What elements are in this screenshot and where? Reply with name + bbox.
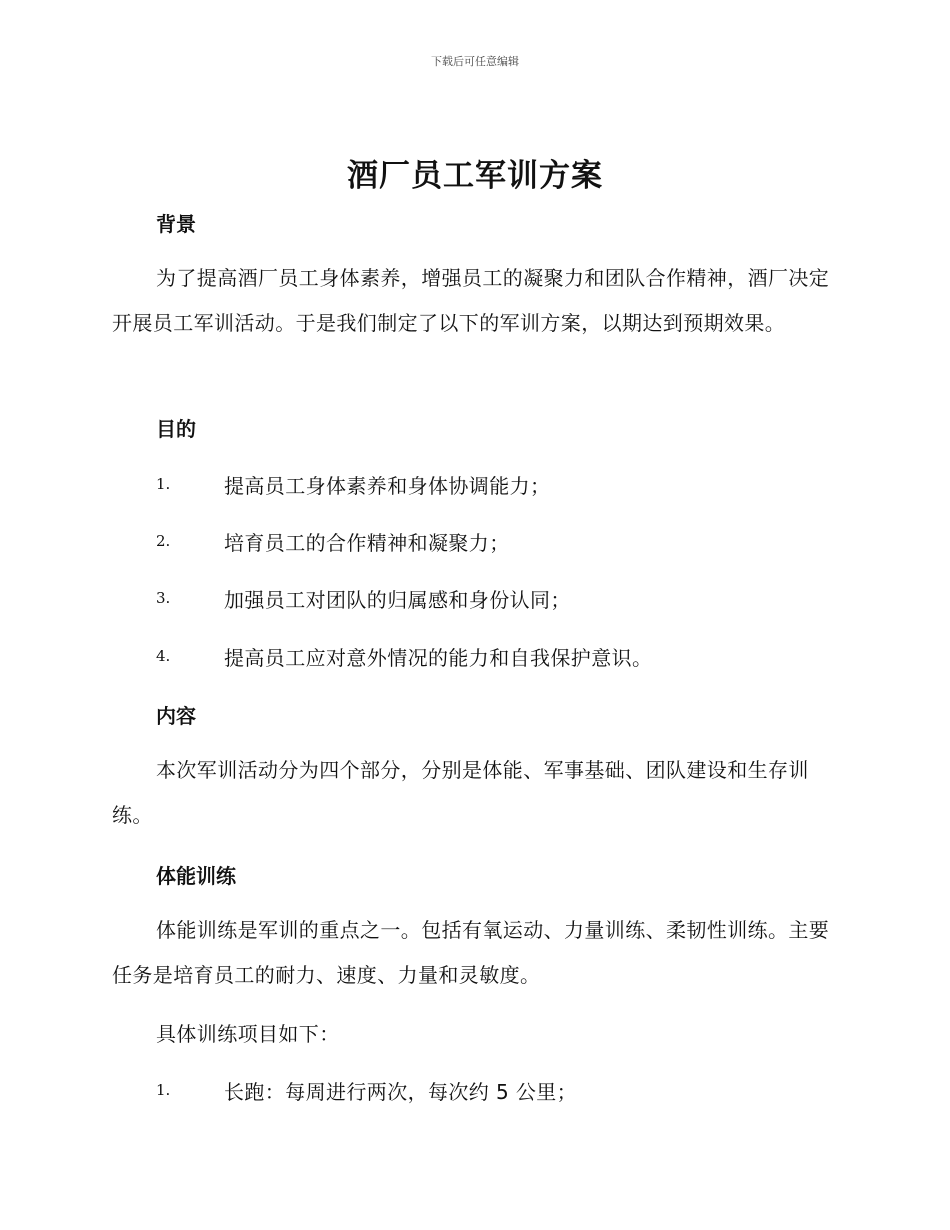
list-number: 4.	[156, 647, 171, 665]
section-heading-content: 内容	[156, 704, 196, 728]
section-heading-background: 背景	[156, 212, 196, 236]
fitness-list-item	[156, 1075, 577, 1105]
fitness-intro: 具体训练项目如下：	[156, 1022, 340, 1046]
list-number: 1.	[156, 1081, 171, 1099]
list-text: 长跑：每周进行两次，每次约 5 公里；	[224, 1079, 578, 1104]
document-title: 酒厂员工军训方案	[347, 158, 603, 194]
list-text: 提高员工应对意外情况的能力和自我保护意识。	[224, 645, 653, 670]
list-number: 3.	[156, 589, 171, 607]
purpose-list-item	[156, 469, 550, 499]
list-text: 提高员工身体素养和身体协调能力；	[224, 473, 551, 498]
list-number: 1.	[156, 475, 171, 493]
list-text: 加强员工对团队的归属感和身份认同；	[224, 587, 571, 612]
purpose-list-item	[156, 526, 510, 556]
content-paragraph: 本次军训活动分为四个部分，分别是体能、军事基础、团队建设和生存训练。	[112, 758, 809, 827]
purpose-list-item	[156, 641, 652, 671]
page-header-note: 下载后可任意编辑	[431, 55, 519, 68]
list-text: 培育员工的合作精神和凝聚力；	[224, 530, 510, 555]
purpose-list-item	[156, 583, 571, 613]
list-number: 2.	[156, 532, 171, 550]
section-heading-purpose: 目的	[156, 417, 196, 441]
section-heading-fitness: 体能训练	[156, 864, 236, 888]
background-paragraph: 为了提高酒厂员工身体素养，增强员工的凝聚力和团队合作精神，酒厂决定开展员工军训活动。于是我们制定了以下的军训方案，以期达到预期效果。	[112, 266, 830, 335]
fitness-paragraph: 体能训练是军训的重点之一。包括有氧运动、力量训练、柔韧性训练。主要任务是培育员工的耐力、速度、力量和灵敏度。	[112, 918, 830, 987]
